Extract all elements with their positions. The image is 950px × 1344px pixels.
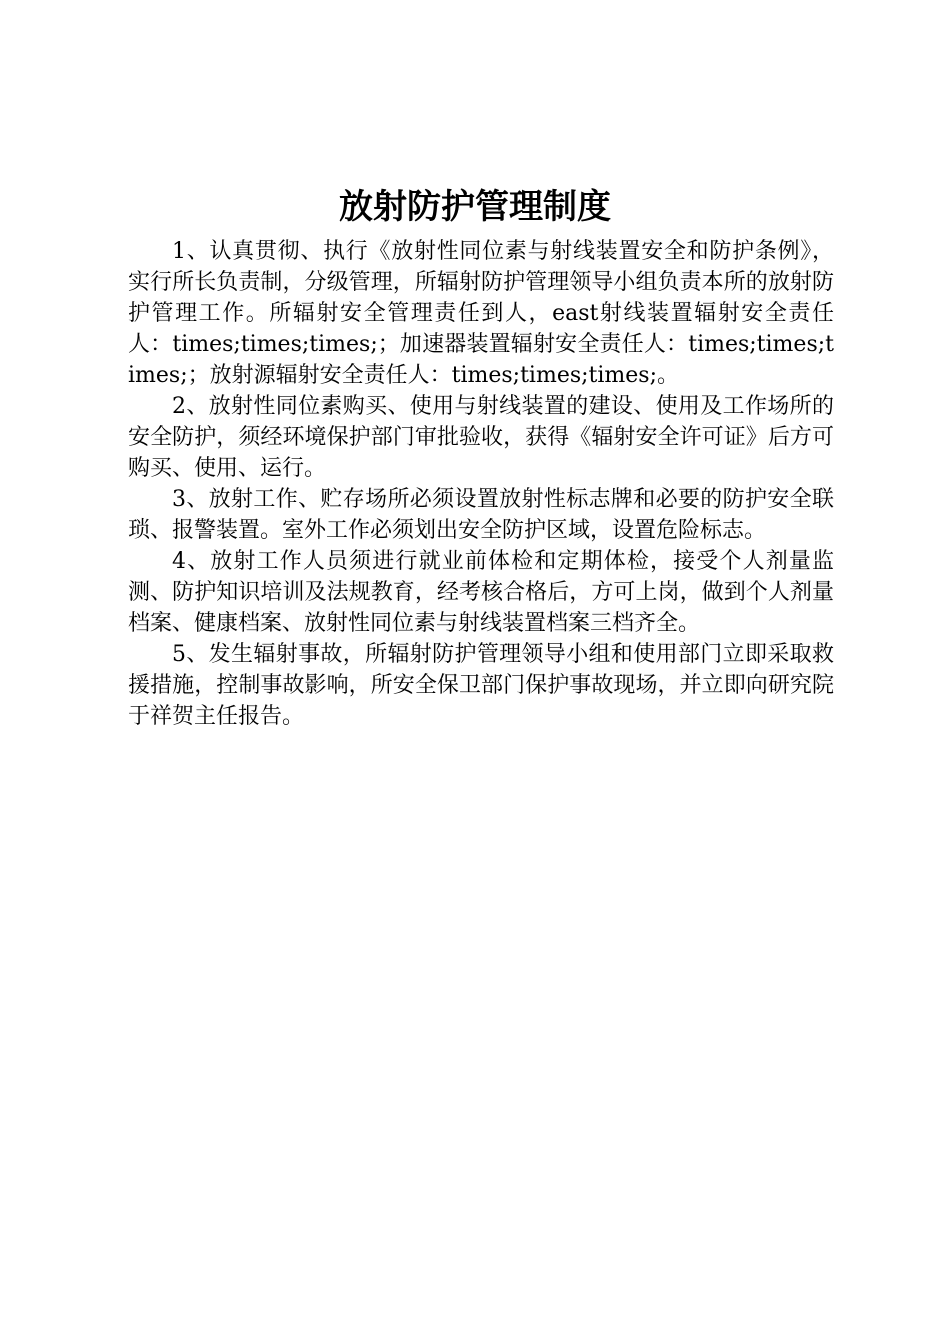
document-title: 放射防护管理制度 xyxy=(339,187,611,227)
paragraph-2: 2、放射性同位素购买、使用与射线装置的建设、使用及工作场所的安全防护，须经环境保护部门审批验收，获得《辐射安全许可证》后方可购买、使用、运行。 xyxy=(128,394,834,481)
paragraph-5: 5、发生辐射事故，所辐射防护管理领导小组和使用部门立即采取救援措施，控制事故影响，所安全保卫部门保护事故现场，并立即向研究院于祥贺主任报告。 xyxy=(128,642,834,729)
document-body xyxy=(128,236,834,732)
paragraph-3: 3、放射工作、贮存场所必须设置放射性标志牌和必要的防护安全联琐、报警装置。室外工作必须划出安全防护区域，设置危险标志。 xyxy=(128,487,834,543)
paragraph-4: 4、放射工作人员须进行就业前体检和定期体检，接受个人剂量监测、防护知识培训及法规教育，经考核合格后，方可上岗，做到个人剂量档案、健康档案、放射性同位素与射线装置档案三档齐全。 xyxy=(128,549,834,636)
paragraph-1: 1、认真贯彻、执行《放射性同位素与射线装置安全和防护条例》，实行所长负责制，分级管理，所辐射防护管理领导小组负责本所的放射防护管理工作。所辐射安全管理责任到人，east射线装置辐射安全责任人：times;times;times;；加速器装置辐射安全责任人：times;times;times;；放射源辐射安全责任人：times;times;times;。 xyxy=(128,239,834,388)
